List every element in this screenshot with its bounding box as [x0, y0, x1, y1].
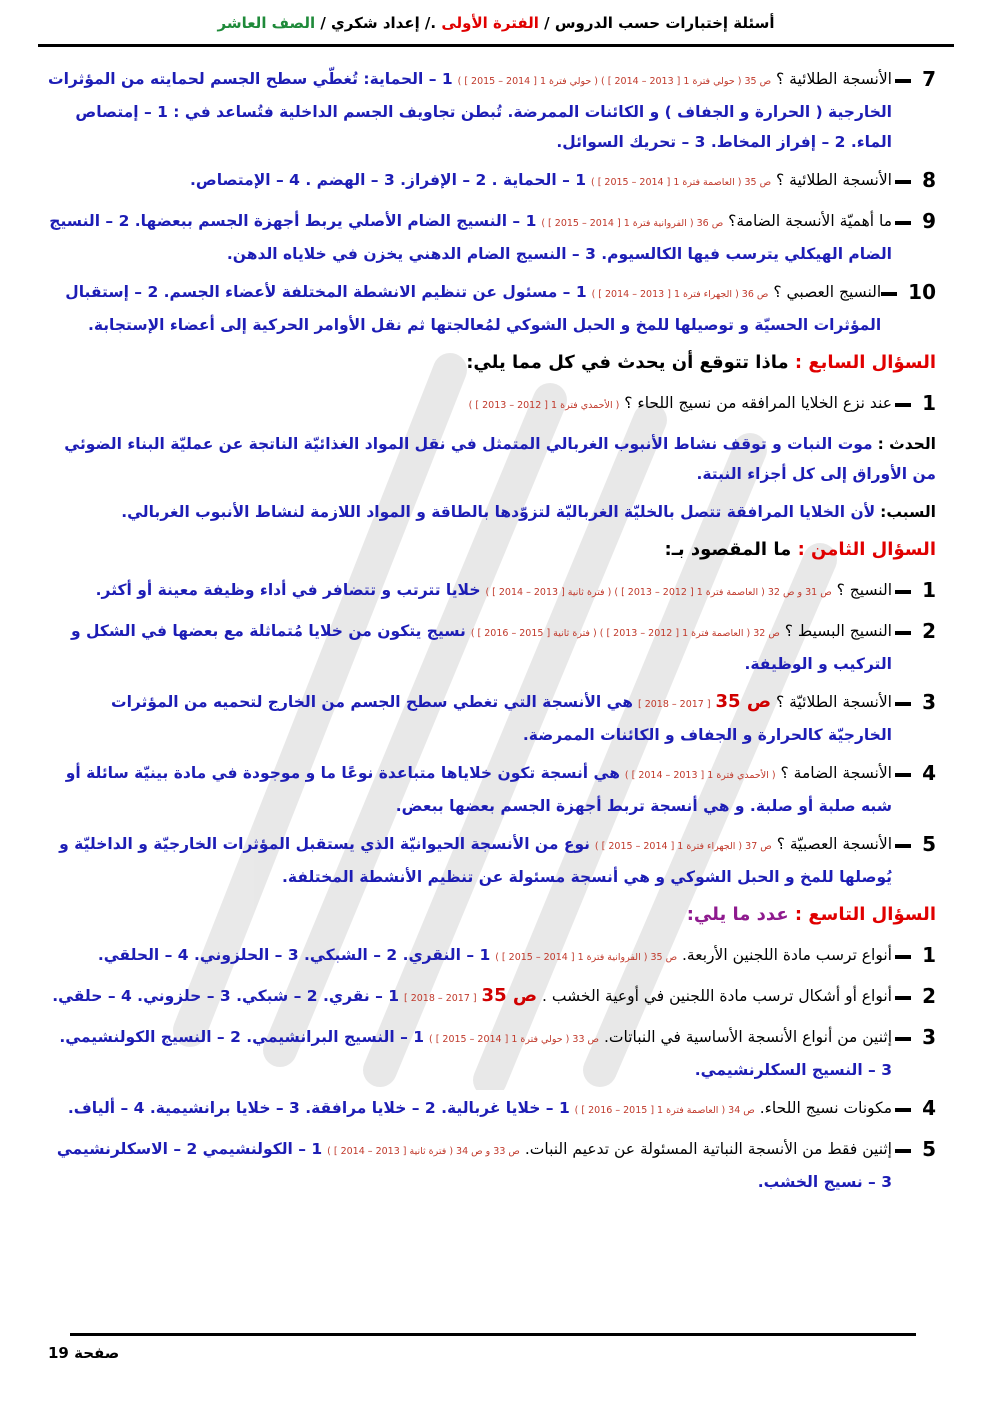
answer-text: هي أنسجة تكون خلاياها متباعدة نوعًا ما و موجودة في مادة بينيّة سائلة أو شبه صلبة أو صلبة. و هي أنسجة تربط أجهزة الجسم بعضها ببعض. [65, 764, 892, 815]
answer-text: 1 – الكولنشيمي 2 – الاسكلرنشيمي 3 – نسيج الخشب. [56, 1140, 892, 1191]
item-number: 1 [892, 388, 936, 418]
exam-reference: ص 34 ( العاصمة فترة 1 [ 2015 – 2016 ] ) [574, 1105, 755, 1116]
section-label: السؤال التاسع : [794, 904, 936, 925]
answer-text: هي الأنسجة التي تغطي سطح الجسم من الخارج لتحميه من المؤثرات الخارجيّة كالحرارة و الجفاف و الكائنات الممرضة. [111, 693, 892, 744]
page-reference: ص 35 [481, 985, 538, 1006]
answer-text: 1 – النسيج البرانشيمي. 2 – النسيج الكولنشيمي. 3 – النسيج السكلرنشيمي. [59, 1028, 892, 1079]
answer-text: نوع من الأنسجة الحيوانيّة الذي يستقبل المؤثرات الخارجيّة و الداخليّة و يُوصلها للمخ و الحبل الشوكي و هي أنسجة مسئولة عن تنظيم الأنشطة المختلفة. [59, 835, 892, 886]
header-part-2: الفترة الأولى [441, 14, 539, 32]
exam-reference: ص 36 ( الجهراء فترة 1 [ 2013 – 2014 ] ) [591, 289, 769, 300]
page-number: صفحة 19 [48, 1344, 120, 1362]
answer-text: 1 – الحماية: تُغطّي سطح الجسم لحمايته من المؤثرات الخارجية ( الحرارة و الجفاف ) و الكائنات الممرضة. تُبطن تجاويف الجسم الداخلية فتُساعد في : 1 – إمتصاص الماء. 2 – إفراز المخاط. 3 – تحريك السوائل. [48, 70, 892, 151]
exam-reference: ص 32 ( العاصمة فترة 1 [ 2012 – 2013 ] ) ( فترة ثانية [ 2015 – 2016 ] ) [470, 628, 780, 639]
question-text: مكونات نسيج اللحاء. [759, 1099, 892, 1117]
list-item [44, 1093, 936, 1126]
section-title: ماذا تتوقع أن يحدث في كل مما يلي: [466, 352, 789, 373]
item-number: 2 [892, 616, 936, 646]
section-label: السؤال الثامن : [797, 539, 936, 560]
question-text: أنواع ترسب مادة اللجنين الأربعة. [682, 946, 892, 964]
item-number: 4 [892, 1093, 936, 1123]
header-rule [38, 44, 954, 47]
header-part-1: أسئلة إختبارات حسب الدروس / [544, 14, 775, 32]
exam-reference: ص 31 و ص 32 ( العاصمة فترة 1 [ 2012 – 2013 ] ) ( فترة ثانية [ 2013 – 2014 ] ) [485, 587, 832, 598]
exam-reference: ص 35 ( العاصمة فترة 1 [ 2014 – 2015 ] ) [590, 177, 772, 188]
exam-reference: ص 35 ( حولي فترة 1 [ 2013 – 2014 ] ) ( حولي فترة 1 [ 2014 – 2015 ] ) [457, 76, 772, 87]
question-text: الأنسجة الضامة ؟ [780, 764, 892, 782]
reason-label: السبب: [880, 503, 936, 521]
answer-text: 1 – النسيج الضام الأصلي يربط أجهزة الجسم ببعضها. 2 – النسيج الضام الهيكلي يترسب فيها الكالسيوم. 3 – النسيج الضام الدهني يخزن في خلاياه الدهن. [49, 212, 892, 263]
question-text: عند نزع الخلايا المرافقه من نسيج اللحاء ؟ [624, 394, 892, 412]
question-text: النسيج البسيط ؟ [784, 622, 892, 640]
item-number: 10 [881, 277, 936, 307]
list-item [44, 758, 936, 821]
reason-text: لأن الخلايا المرافقة تتصل بالخليّة الغرباليّة لتزوّدها بالطاقة و المواد اللازمة لنشاط الأنبوب الغربالي. [121, 503, 876, 521]
section-label: السؤال السابع : [794, 352, 936, 373]
answer-text: خلايا تترتب و تتضافر في أداء وظيفة معينة أو أكثر. [95, 581, 481, 599]
item-number: 5 [892, 829, 936, 859]
answer-text: 1 – نقري. 2 – شبكي. 3 – حلزوني. 4 – حلقي. [52, 987, 400, 1005]
exam-reference: ( الأحمدي فترة 1 [ 2012 – 2013 ] ) [468, 400, 620, 411]
exam-reference: [ 2017 – 2018 ] [637, 699, 711, 710]
page-content [44, 64, 936, 1205]
question-text: النسيج ؟ [836, 581, 892, 599]
header-part-3: ./ إعداد شكري / [320, 14, 437, 32]
item-number: 2 [892, 981, 936, 1011]
item-number: 9 [892, 206, 936, 236]
list-item [44, 981, 936, 1014]
event-text: موت النبات و توقف نشاط الأنبوب الغربالي المتمثل في نقل المواد الغذائيّة الناتجة عن عمليّة البناء الضوئي من الأوراق إلى كل أجزاء النبتة. [64, 435, 936, 483]
answer-text: 1 – مسئول عن تنظيم الانشطة المختلفة لأعضاء الجسم. 2 – إستقبال المؤثرات الحسيّة و توصيلها للمخ و الحبل الشوكي لمُعالجتها ثم نقل الأوامر الحركية إلى أعضاء الإستجابة. [65, 283, 882, 334]
section-heading-8 [44, 535, 936, 565]
list-item [44, 165, 936, 198]
section-continuation [44, 64, 936, 340]
item-number: 3 [892, 1022, 936, 1052]
item-number: 7 [892, 64, 936, 94]
question-text: إثنين من أنواع الأنسجة الأساسية في النباتات. [603, 1028, 892, 1046]
question-text: ما أهميّة الأنسجة الضامة؟ [728, 212, 892, 230]
answer-text: نسيج يتكون من خلايا مُتماثلة مع بعضها في الشكل و التركيب و الوظيفة. [71, 622, 892, 673]
footer-rule [70, 1333, 916, 1336]
question-text: الأنسجة الطلائيّة ؟ [776, 693, 892, 711]
item-number: 1 [892, 575, 936, 605]
question-text: إثنين فقط من الأنسجة النباتية المسئولة عن تدعيم النبات. [524, 1140, 892, 1158]
item-number: 8 [892, 165, 936, 195]
answer-text: 1 – خلايا غربالية. 2 – خلايا مرافقة. 3 – خلايا برانشيمية. 4 – ألياف. [67, 1099, 570, 1117]
reason-paragraph [44, 497, 936, 527]
event-paragraph [44, 429, 936, 489]
question-text: الأنسجة العصبيّة ؟ [776, 835, 892, 853]
page-reference: ص 35 [715, 691, 772, 712]
item-number: 4 [892, 758, 936, 788]
list-item [44, 1134, 936, 1197]
question-text: الأنسجة الطلائية ؟ [776, 171, 892, 189]
section-heading-7 [44, 348, 936, 378]
question-text: أنواع أو أشكال ترسب مادة اللجنين في أوعية الخشب . [542, 987, 892, 1005]
exam-reference: [ 2017 – 2018 ] [403, 993, 477, 1004]
exam-reference: ص 33 و ص 34 ( فترة ثانية [ 2013 – 2014 ] ) [327, 1146, 520, 1157]
item-number: 3 [892, 687, 936, 717]
question-text: الأنسجة الطلائية ؟ [776, 70, 892, 88]
answer-text: 1 – النقري. 2 – الشبكي. 3 – الحلزوني. 4 – الحلقي. [97, 946, 491, 964]
list-item [44, 277, 936, 340]
question-text: النسيج العصبي ؟ [773, 283, 882, 301]
list-item [44, 1022, 936, 1085]
list-item [44, 388, 936, 421]
list-item [44, 829, 936, 892]
section-title: ما المقصود بـ: [664, 539, 792, 560]
exam-reference: ص 35 ( الفروانية فترة 1 [ 2014 – 2015 ] ) [495, 952, 678, 963]
section-heading-9 [44, 900, 936, 930]
exam-reference: ( الأحمدي فترة 1 [ 2013 – 2014 ] ) [624, 770, 776, 781]
header-part-4: الصف العاشر [217, 14, 316, 32]
exam-reference: ص 37 ( الجهراء فترة 1 [ 2014 – 2015 ] ) [594, 841, 772, 852]
list-item [44, 575, 936, 608]
item-number: 1 [892, 940, 936, 970]
event-label: الحدث : [877, 435, 936, 453]
exam-reference: ص 33 ( حولي فترة 1 [ 2014 – 2015 ] ) [428, 1034, 600, 1045]
list-item [44, 940, 936, 973]
list-item [44, 206, 936, 269]
list-item [44, 64, 936, 157]
item-number: 5 [892, 1134, 936, 1164]
page-header [40, 14, 952, 42]
list-item [44, 616, 936, 679]
answer-text: 1 – الحماية . 2 – الإفراز. 3 – الهضم . 4 – الإمتصاص. [189, 171, 587, 189]
section-title: عدد ما يلي: [686, 904, 789, 925]
list-item [44, 687, 936, 750]
exam-reference: ص 36 ( الفروانية فترة 1 [ 2014 – 2015 ] ) [541, 218, 724, 229]
